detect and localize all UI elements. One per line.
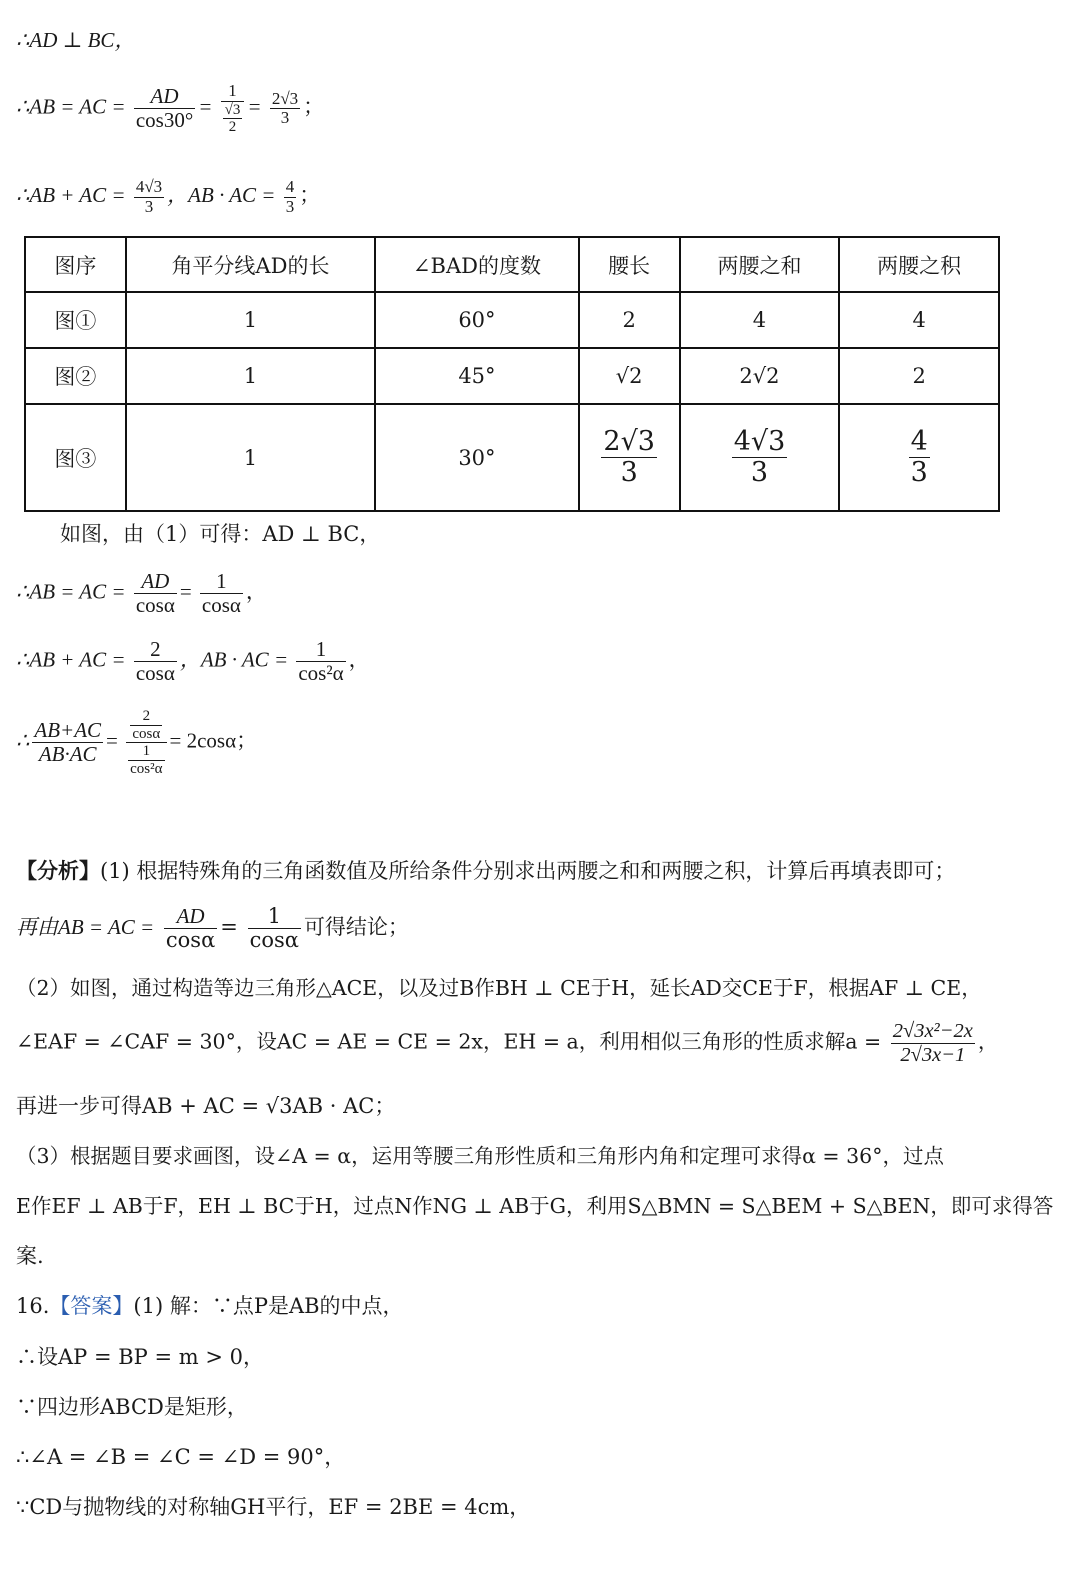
answer-label: 【答案】 [49,1294,134,1318]
fraction: $\frac{2√3}{3}$ [603,426,655,488]
answer-l5: ∵CD与抛物线的对称轴GH平行，EF = 2BE = 4cm， [16,1495,531,1519]
fraction: $\frac{2√3}{3}$ [271,88,299,128]
analysis-p8: 案. [16,1244,44,1268]
table-row: 图② 1 45° √2 2√2 2 [25,348,999,404]
compound-fraction: $\frac{\frac{2}{\cos\alpha}}{\frac{1}{\text{cos²α}}}$ [126,708,166,777]
analysis-p6: （3）根据题目要求画图，设∠A = α，运用等腰三角形性质和三角形内角和定理可求得α = 36°，过点 [16,1144,944,1168]
analysis-p1: 【分析】(1) 根据特殊角的三角函数值及所给条件分别求出两腰之和和两腰之积，计算后再填表即可； [16,858,956,883]
line-ratio: ∴ $\frac{AB+AC}{AB\cdot AC}$ = $\frac{\frac{2}{\cos\alpha}}{\frac{1}{\text{cos²α}}}$ = 2cosα； [16,708,258,777]
fraction: $\frac{4√3}{3}$ [135,177,163,216]
line-ab-eq-ac-cosa: ∴AB = AC = $\frac{AD}{\cos\alpha}$ = $\frac{1}{\cos\alpha}$ ， [16,569,267,618]
answer-l2: ∴设AP = BP = m > 0， [16,1345,264,1369]
fraction: $\frac{4√3}{3}$ [733,426,786,488]
intro-line: 如图，由（1）可得：AD ⊥ BC， [60,522,381,546]
analysis-p2: 再由AB = AC = $\frac{AD}{\cos\alpha}$ = $\frac{1}{\cos\alpha}$ 可得结论； [16,904,409,953]
header-cell: 图序 [25,237,126,292]
line-sum-product-cosa: ∴AB + AC = $\frac{2}{\cos\alpha}$ ，AB · AC = $\frac{1}{\text{cos²α}}$ ， [16,637,370,686]
analysis-p7: E作EF ⊥ AB于F，EH ⊥ BC于H，过点N作NG ⊥ AB于G，利用S△BMN = S△BEM + S△BEN，即可求得答 [16,1194,1054,1218]
analysis-label: 【分析】 [16,858,100,883]
analysis-p4: ∠EAF = ∠CAF = 30°，设AC = AE = CE = 2x，EH = a，利用相似三角形的性质求解a = $\frac{\text{2√3x²−2x}}{2√3x-1}$ ， [16,1020,999,1066]
header-cell: 两腰之和 [680,237,840,292]
header-cell: 角平分线AD的长 [126,237,375,292]
lhs: ∴AB = AC = [16,94,126,119]
fraction: $\frac{1}{\cos\alpha}$ [249,904,299,953]
question-number: 16. [16,1294,50,1318]
line-ad-perp-bc: ∴AD ⊥ BC， [16,28,136,52]
fraction: $\frac{AD}{\cos\alpha}$ [165,904,216,953]
answer-l3: ∵四边形ABCD是矩形， [16,1395,248,1419]
header-cell: ∠BAD的度数 [375,237,579,292]
fraction: $\frac{1}{\text{cos²α}}$ [298,637,344,686]
fraction: $\frac{AD}{\cos\alpha}$ [135,569,175,618]
line-sum-product: ∴AB + AC = $\frac{4√3}{3}$ ，AB · AC = $\frac{4}{3}$ ； [16,177,321,216]
fraction: $\frac{1}{\cos\alpha}$ [201,569,241,618]
table-row: 图① 1 60° 2 4 4 [25,292,999,348]
answer-l1: 16.【答案】(1) 解：∵点P是AB的中点， [16,1294,404,1318]
results-table [24,236,1000,512]
analysis-p3: （2）如图，通过构造等边三角形△ACE，以及过B作BH ⊥ CE于H，延长AD交CE于F，根据AF ⊥ CE， [16,976,982,1000]
analysis-p5: 再进一步可得AB + AC = √3AB · AC； [16,1094,396,1118]
table-row: 图③ 1 30° $\frac{2√3}{3}$ $\frac{4√3}{3}$ $\frac{4}{3}$ [25,404,999,511]
answer-l4: ∴∠A = ∠B = ∠C = ∠D = 90°， [16,1445,346,1469]
fraction: $\frac{4}{3}$ [285,177,295,216]
fraction: $\frac{AD}{\cos 30^\circ}$ [135,84,194,133]
fraction: $\frac{\text{2√3x²−2x}}{2√3x-1}$ [892,1020,973,1066]
table-header-row [25,237,999,292]
header-cell: 腰长 [579,237,680,292]
line-ab-eq-ac-cos30: ∴AB = AC = $\frac{AD}{\cos 30^\circ}$ = 1 √3 2 = $\frac{2√3}{3}$ ； [16,81,325,136]
fraction: $\frac{4}{3}$ [910,426,928,488]
fraction: 1 √3 2 [221,82,245,136]
fraction: $\frac{AB+AC}{AB\cdot AC}$ [34,717,102,766]
header-cell: 两腰之积 [839,237,999,292]
fraction: $\frac{2}{\cos\alpha}$ [135,637,175,686]
